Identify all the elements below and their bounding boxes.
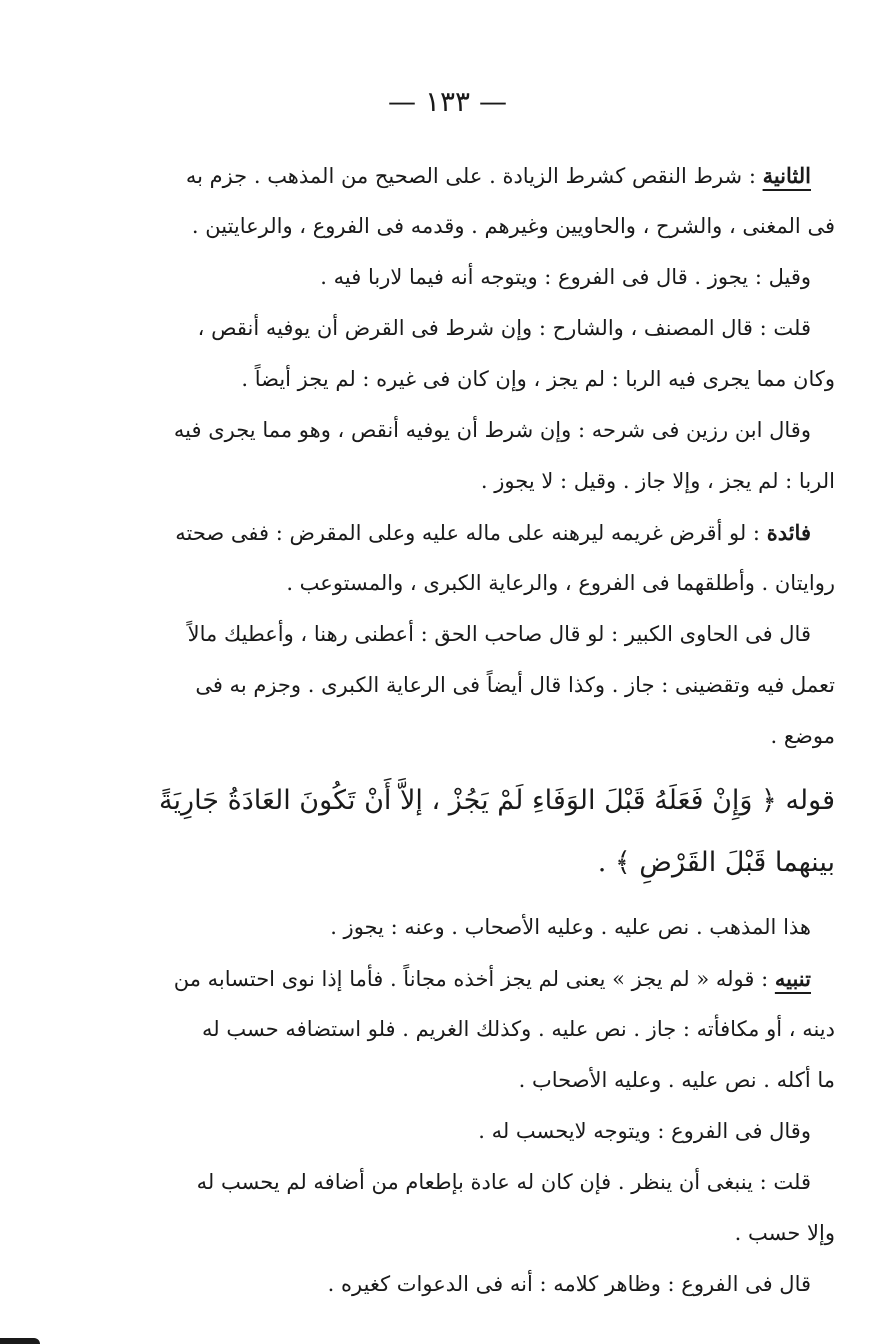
line-text: : لو أقرض غريمه ليرهنه على ماله عليه وعلى المقرض : ففى صحته — [175, 521, 767, 545]
text-line: وإلا حسب . — [734, 1221, 835, 1245]
text-line — [125, 150, 835, 201]
text-line — [125, 953, 835, 1004]
line-text: : قوله « لم يجز » يعنى لم يجز أخذه مجاناً . فأما إذا نوى احتسابه من — [173, 967, 775, 991]
spacer — [125, 762, 835, 770]
text-line: وقيل : يجوز . قال فى الفروع : ويتوجه أنه فيما لاربا فيه . — [320, 265, 811, 289]
text-line — [125, 507, 835, 558]
section-lead: تنبيه — [774, 966, 811, 991]
section-lead: فائدة — [766, 520, 811, 545]
spacer — [125, 894, 835, 902]
page-number: — ١٣٣ — — [388, 85, 507, 118]
section-lead: الثانية — [762, 163, 811, 188]
quran-quote-line: بينهما قَبْلَ القَرْضِ ﴾ . — [597, 847, 835, 878]
text-line: موضع . — [770, 724, 835, 748]
text-line: تعمل فيه وتقضينى : جاز . وكذا قال أيضاً فى الرعاية الكبرى . وجزم به فى — [195, 673, 835, 697]
page-edge-mark — [0, 1338, 40, 1344]
quran-quote-line: قوله ﴿ وَإِنْ فَعَلَهُ قَبْلَ الوَفَاءِ لَمْ يَجُزْ ، إلاَّ أَنْ تَكُونَ العَادَةُ جَارِيَةً — [159, 785, 835, 816]
text-line: ما أكله . نص عليه . وعليه الأصحاب . — [518, 1068, 835, 1092]
text-line: قلت : ينبغى أن ينظر . فإن كان له عادة بإطعام من أضافه لم يحسب له — [196, 1170, 811, 1194]
text-line: وقال ابن رزين فى شرحه : وإن شرط أن يوفيه أنقص ، وهو مما يجرى فيه — [173, 418, 811, 442]
text-line: الربا : لم يجز ، وإلا جاز . وقيل : لا يجوز . — [480, 469, 835, 493]
text-line: وقال فى الفروع : ويتوجه لايحسب له . — [478, 1119, 811, 1143]
text-line: هذا المذهب . نص عليه . وعليه الأصحاب . وعنه : يجوز . — [330, 915, 811, 939]
text-line: فى المغنى ، والشرح ، والحاويين وغيرهم . وقدمه فى الفروع ، والرعايتين . — [191, 214, 835, 238]
text-line: روايتان . وأطلقهما فى الفروع ، والرعاية الكبرى ، والمستوعب . — [286, 571, 835, 595]
text-line: وكان مما يجرى فيه الربا : لم يجز ، وإن كان فى غيره : لم يجز أيضاً . — [241, 367, 835, 391]
page-body — [125, 150, 835, 1310]
text-line: قلت : قال المصنف ، والشارح : وإن شرط فى القرض أن يوفيه أنقص ، — [197, 316, 811, 340]
text-line: دينه ، أو مكافأته : جاز . نص عليه . وكذلك الغريم . فلو استضافه حسب له — [202, 1017, 835, 1041]
text-line: قال فى الحاوى الكبير : لو قال صاحب الحق : أعطنى رهنا ، وأعطيك مالاً — [187, 622, 811, 646]
line-text: : شرط النقص كشرط الزيادة . على الصحيح من المذهب . جزم به — [185, 164, 763, 188]
text-line: قال فى الفروع : وظاهر كلامه : أنه فى الدعوات كغيره . — [327, 1272, 811, 1296]
